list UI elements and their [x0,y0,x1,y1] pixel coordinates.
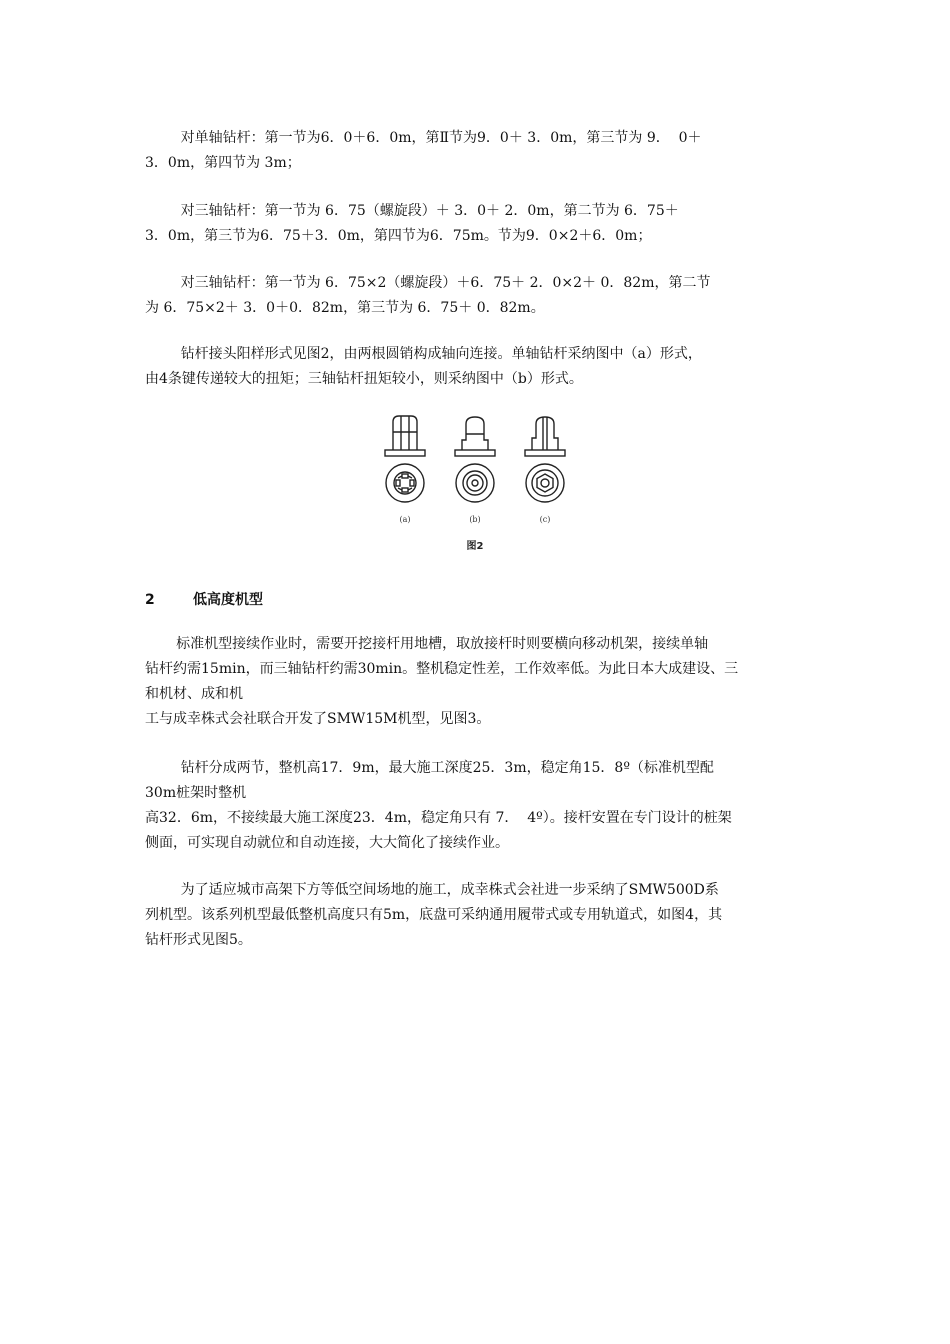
figure-label-b: (b) [469,515,481,524]
figure-label-a: (a) [399,515,411,524]
text-line: 钻杆分成两节，整机高17．9m，最大施工深度25．3m，稳定角15．8º（标准机型配 [145,760,714,776]
paragraph-triple-axis-2 [145,271,805,321]
joint-a-end-view [386,464,424,502]
text-line: 标准机型接续作业时，需要开挖接杆用地槽，取放接杆时则要横向移动机架，接续单轴 [145,636,709,652]
text-line: 为 6．75×2＋ 3．0＋0．82m，第三节为 6．75＋ 0．82m。 [145,300,545,316]
section-number: 2 [145,592,155,608]
text-line: 3．0m，第四节为 3m； [145,155,301,171]
text-line: 侧面，可实现自动就位和自动连接，大大简化了接续作业。 [145,835,509,851]
section-title: 低高度机型 [193,592,263,608]
paragraph-smw500d [145,878,805,953]
text-line: 对三轴钻杆：第一节为 6．75（螺旋段）＋ 3．0＋ 2．0m，第二节为 6．75＋ [145,203,679,219]
paragraph-standard-model [145,632,805,732]
section-heading [145,588,263,612]
figure-2 [380,412,570,554]
joint-b-side-view [455,417,495,456]
text-line: 钻杆接头阳样形式见图2，由两根圆销构成轴向连接。单轴钻杆采纳图中（a）形式， [145,346,702,362]
paragraph-joint-form [145,342,805,392]
text-line: 对单轴钻杆：第一节为6．0＋6．0m，第Ⅱ节为9．0＋ 3．0m，第三节为 9． 0＋ [145,130,702,146]
paragraph-two-sections [145,756,805,856]
text-line: 列机型。该系列机型最低整机高度只有5m，底盘可采纳通用履带式或专用轨道式，如图4，其 [145,907,723,923]
text-line: 工与成幸株式会社联合开发了SMW15M机型，见图3。 [145,711,491,727]
paragraph-single-axis [145,126,805,176]
figure-caption: 图2 [466,541,484,552]
text-line: 由4条键传递较大的扭矩；三轴钻杆扭矩较小，则采纳图中（b）形式。 [145,371,583,387]
text-line: 对三轴钻杆：第一节为 6．75×2（螺旋段）＋6．75＋ 2．0×2＋ 0．82m，第二节 [145,275,711,291]
figure-label-c: (c) [539,515,551,524]
joint-c-end-view [526,464,564,502]
text-line: 钻杆约需15min，而三轴钻杆约需30min。整机稳定性差，工作效率低。为此日本大成建设、三 [145,661,739,677]
text-line: 高32．6m，不接续最大施工深度23．4m，稳定角只有 7． 4º）。接杆安置在专门设计的桩架 [145,810,732,826]
joint-c-side-view [525,417,565,456]
joint-b-end-view [456,464,494,502]
text-line: 30m桩架时整机 [145,785,247,801]
text-line: 3．0m，第三节为6．75＋3．0m，第四节为6．75m。节为9．0×2＋6．0m； [145,228,652,244]
text-line: 钻杆形式见图5。 [145,932,252,948]
text-line: 和机材、成和机 [145,686,243,702]
text-line: 为了适应城市高架下方等低空间场地的施工，成幸株式会社进一步采纳了SMW500D系 [145,882,719,898]
paragraph-triple-axis-1 [145,199,805,249]
joint-a-side-view [385,416,425,456]
